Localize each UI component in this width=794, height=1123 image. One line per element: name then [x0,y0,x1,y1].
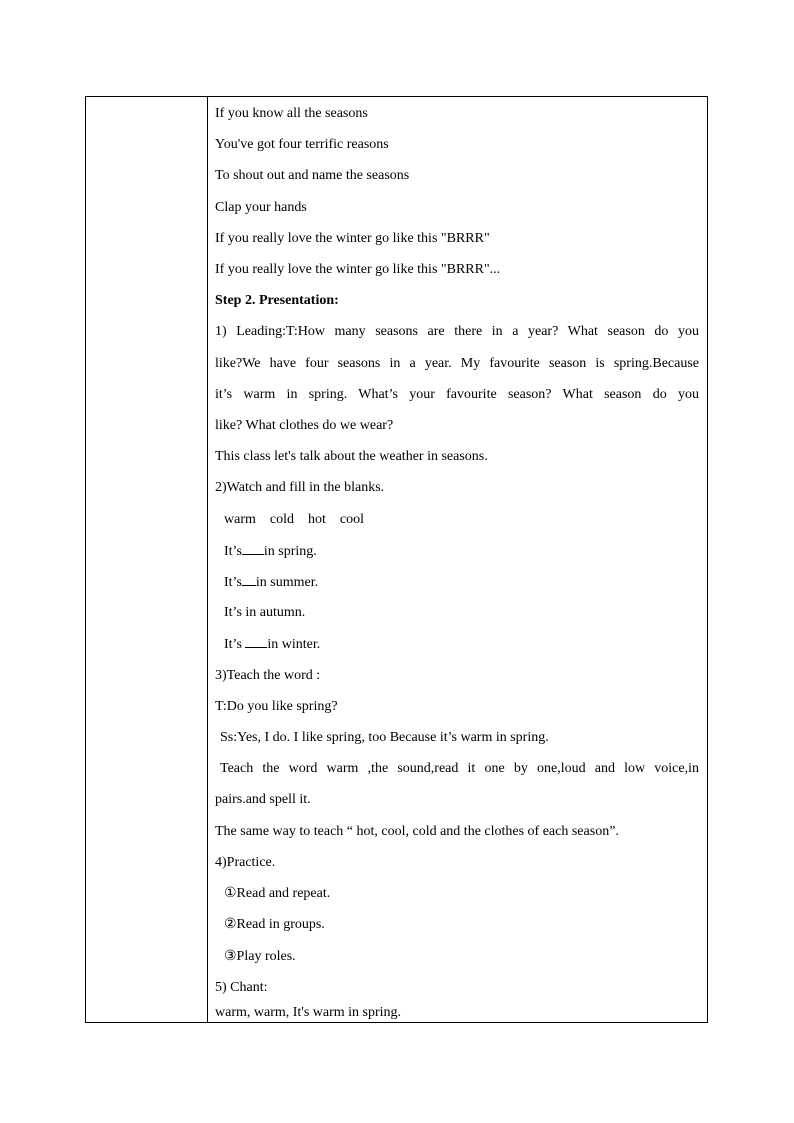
text-line: 4)Practice. [215,855,276,870]
text-line: 2)Watch and fill in the blanks. [215,480,385,495]
lesson-table [85,96,708,1023]
fill-suffix: in winter. [267,637,321,652]
text-line: it’s warm in spring. What’s your favourite season? What season do you [215,387,699,402]
blank [242,542,264,555]
text-line: 1) Leading:T:How many seasons are there in a year? What season do you [215,324,699,339]
text-line: This class let's talk about the weather in seasons. [215,449,488,464]
text-line: like? What clothes do we wear? [215,418,394,433]
practice-item: ①Read and repeat. [224,886,331,901]
content-cell [208,97,707,1022]
text-line: pairs.and spell it. [215,792,311,807]
practice-item: ③Play roles. [224,949,296,964]
text-line: The same way to teach “ hot, cool, cold and the clothes of each season”. [215,824,619,839]
blank [242,573,256,586]
fill-prefix: It’s [224,575,242,590]
text-line: If you know all the seasons [215,106,368,121]
text-line: 5) Chant: [215,980,268,995]
text-line: If you really love the winter go like this "BRRR"... [215,262,501,277]
fill-blank-line [224,573,699,592]
text-line: Teach the word warm ,the sound,read it one by one,loud and low voice,in [220,761,699,776]
left-column-cell [86,97,208,1022]
text-line: 3)Teach the word : [215,668,321,683]
fill-prefix: It’s [224,637,246,652]
blank [245,635,267,648]
text-line: warm, warm, It's warm in spring. [215,1005,402,1020]
fill-suffix: in summer. [255,575,319,590]
text-line: If you really love the winter go like this "BRRR" [215,231,490,246]
fill-blank-line [224,542,699,561]
text-line: It’s in autumn. [224,605,306,620]
fill-suffix: in spring. [263,544,317,559]
text-line: Clap your hands [215,200,307,215]
text-line: like?We have four seasons in a year. My favourite season is spring.Because [215,356,699,371]
word-bank: warm cold hot cool [224,512,364,527]
text-line: You've got four terrific reasons [215,137,389,152]
fill-prefix: It’s [224,544,242,559]
text-line: To shout out and name the seasons [215,168,410,183]
step-heading: Step 2. Presentation: [215,293,339,308]
text-line: T:Do you like spring? [215,699,338,714]
text-line: Ss:Yes, I do. I like spring, too Because it’s warm in spring. [220,730,549,745]
practice-item: ②Read in groups. [224,917,325,932]
fill-blank-line [224,635,699,654]
